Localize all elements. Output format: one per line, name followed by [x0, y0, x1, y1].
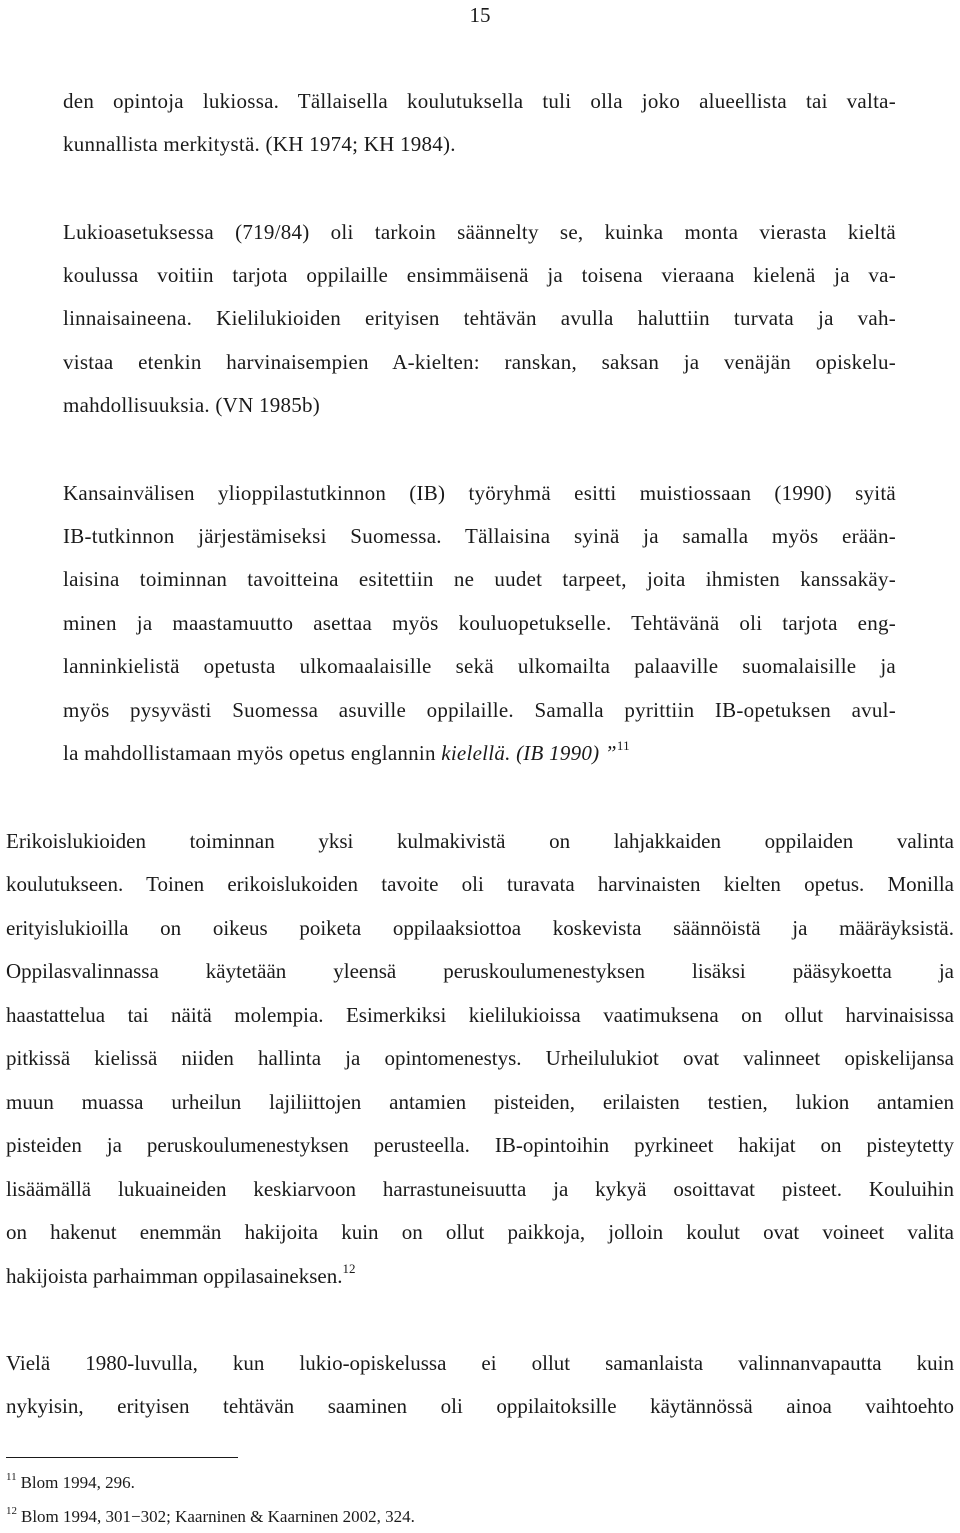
- footnote-11: [6, 1472, 135, 1494]
- paragraph4-line: haastattelua tai näitä molempia. Esimerkiksi kielilukioissa vaatimuksena on ollut harvinaisissa: [6, 1003, 954, 1027]
- ib-citation: kielellä. (IB 1990): [441, 741, 600, 765]
- paragraph4-line: Erikoislukioiden toiminnan yksi kulmakivistä on lahjakkaiden oppilaiden valinta: [6, 829, 954, 853]
- footnote-ref-12[interactable]: 12: [342, 1261, 356, 1276]
- paragraph2-line: koulussa voitiin tarjota oppilaille ensimmäisenä ja toisena vieraana kielenä ja va-: [63, 263, 896, 287]
- paragraph3-line: lanninkielistä opetusta ulkomaalaisille sekä ulkomailta palaaville suomalaisille ja: [63, 654, 896, 678]
- paragraph3-line: minen ja maastamuutto asettaa myös kouluopetukselle. Tehtävänä oli tarjota eng-: [63, 611, 896, 635]
- paragraph3-line: IB-tutkinnon järjestämiseksi Suomessa. Tällaisina syinä ja samalla myös erään-: [63, 524, 896, 548]
- page-number: 15: [469, 3, 491, 27]
- paragraph4-line: koulutukseen. Toinen erikoislukoiden tavoite oli turavata harvinaisten kielten opetus. Monilla: [6, 872, 954, 896]
- paragraph1-line: kunnallista merkitystä. (KH 1974; KH 1984).: [63, 132, 456, 156]
- footnote-divider: [6, 1457, 238, 1458]
- paragraph4-line: Oppilasvalinnassa käytetään yleensä peruskoulumenestyksen lisäksi pääsykoetta ja: [6, 959, 954, 983]
- footnote-text: Blom 1994, 296.: [20, 1473, 135, 1492]
- footnote-12: [6, 1506, 415, 1528]
- paragraph4-line: lisäämällä lukuaineiden keskiarvoon harrastuneisuutta ja kykyä osoittavat pisteet. Kouluihin: [6, 1177, 954, 1201]
- paragraph2-line: Lukioasetuksessa (719/84) oli tarkoin säännelty se, kuinka monta vierasta kieltä: [63, 220, 896, 244]
- paragraph4-last-line: [6, 1263, 954, 1289]
- paragraph5-line: nykyisin, erityisen tehtävän saaminen oli oppilaitoksille käytännössä ainoa vaihtoehto: [6, 1394, 954, 1418]
- paragraph4-line: muun muassa urheilun lajiliittojen antamien pisteiden, erilaisten testien, lukion antamien: [6, 1090, 954, 1114]
- paragraph3-line: laisina toiminnan tavoitteina esitettiin ne uudet tarpeet, joita ihmisten kanssakäy-: [63, 567, 896, 591]
- footnote-ref-11[interactable]: 11: [616, 738, 630, 753]
- paragraph3-last-line-text: la mahdollistamaan myös opetus englannin: [63, 741, 442, 765]
- paragraph5-line: Vielä 1980-luvulla, kun lukio-opiskelussa ei ollut samanlaista valinnanvapautta kuin: [6, 1351, 954, 1375]
- paragraph4-line: pitkissä kielissä niiden hallinta ja opintomenestys. Urheilulukiot ovat valinneet opiskelijansa: [6, 1046, 954, 1070]
- paragraph3-last-line: [63, 740, 896, 766]
- footnote-number: 11: [6, 1471, 17, 1483]
- paragraph3-line: Kansainvälisen ylioppilastutkinnon (IB) työryhmä esitti muistiossaan (1990) syitä: [63, 481, 896, 505]
- paragraph2-line: linnaisaineena. Kielilukioiden erityisen tehtävän avulla haluttiin turvata ja vah-: [63, 306, 896, 330]
- footnote-number: 12: [6, 1505, 17, 1517]
- paragraph4-line: erityislukioilla on oikeus poiketa oppilaaksiottoa koskevista säännöistä ja määräyksistä.: [6, 916, 954, 940]
- closing-quote: ”: [599, 741, 617, 765]
- paragraph4-last-line-text: hakijoista parhaimman oppilasaineksen.: [6, 1264, 343, 1288]
- paragraph2-line: mahdollisuuksia. (VN 1985b): [63, 393, 320, 417]
- footnote-text: Blom 1994, 301−302; Kaarninen & Kaarninen 2002, 324.: [21, 1507, 415, 1526]
- paragraph1-line: den opintoja lukiossa. Tällaisella koulutuksella tuli olla joko alueellista tai valta-: [63, 89, 896, 113]
- paragraph4-line: on hakenut enemmän hakijoita kuin on ollut paikkoja, jolloin koulut ovat voineet valita: [6, 1220, 954, 1244]
- paragraph3-line: myös pysyvästi Suomessa asuville oppilaille. Samalla pyrittiin IB-opetuksen avul-: [63, 698, 896, 722]
- paragraph4-line: pisteiden ja peruskoulumenestyksen perusteella. IB-opintoihin pyrkineet hakijat on pisteytetty: [6, 1133, 954, 1157]
- paragraph2-line: vistaa etenkin harvinaisempien A-kielten: ranskan, saksan ja venäjän opiskelu-: [63, 350, 896, 374]
